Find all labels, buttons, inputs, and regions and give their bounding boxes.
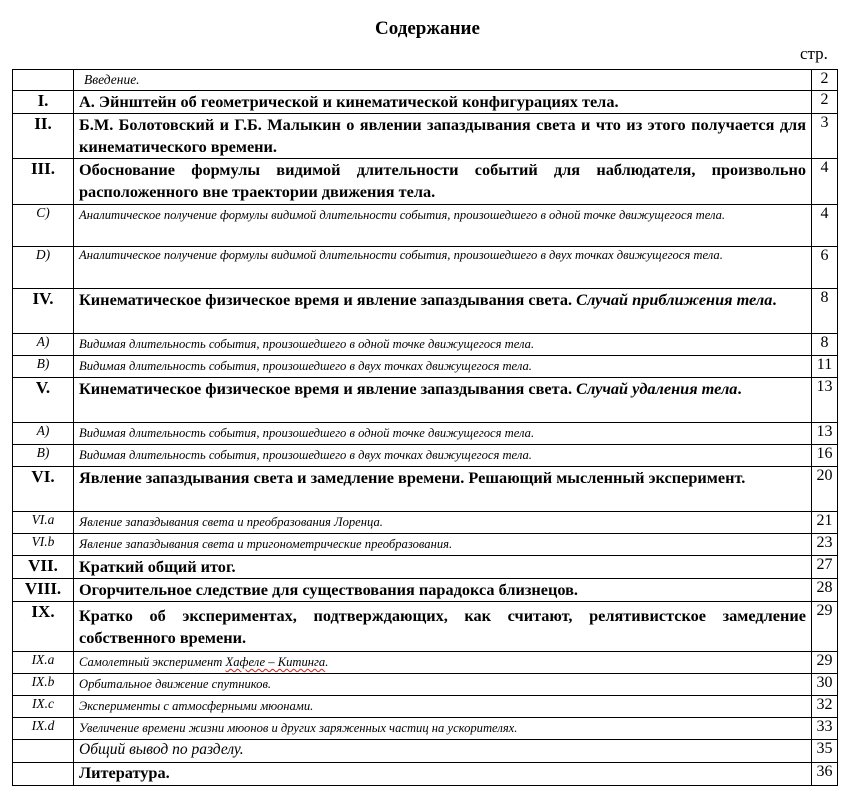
toc-number: IX.a <box>13 652 74 674</box>
toc-page: 36 <box>812 763 838 786</box>
toc-page: 13 <box>812 378 838 423</box>
toc-page: 11 <box>812 356 838 378</box>
toc-row[interactable] <box>13 423 838 445</box>
toc-entry-text: Видимая длительность события, произошедшего в одной точке движущегося тела. <box>74 334 812 356</box>
toc-number: VI.a <box>13 512 74 534</box>
toc-number: B) <box>13 356 74 378</box>
toc-page: 2 <box>812 91 838 114</box>
toc-row[interactable] <box>13 674 838 696</box>
toc-page: 21 <box>812 512 838 534</box>
toc-page: 6 <box>812 247 838 289</box>
toc-row[interactable] <box>13 91 838 114</box>
toc-number: III. <box>13 159 74 205</box>
toc-page: 16 <box>812 445 838 467</box>
toc-row[interactable] <box>13 556 838 579</box>
toc-row[interactable] <box>13 512 838 534</box>
toc-entry-text: Краткий общий итог. <box>74 556 812 579</box>
toc-number: I. <box>13 91 74 114</box>
toc-row[interactable] <box>13 159 838 205</box>
toc-row[interactable] <box>13 70 838 91</box>
toc-entry-tail: . <box>772 290 777 309</box>
toc-row[interactable] <box>13 205 838 247</box>
toc-entry-text: Аналитическое получение формулы видимой длительности события, произошедшего в одной точке движущегося тела. <box>74 205 812 247</box>
toc-row[interactable] <box>13 763 838 786</box>
toc-page: 3 <box>812 114 838 159</box>
toc-number: A) <box>13 334 74 356</box>
toc-entry-main: Самолетный эксперимент <box>79 655 223 669</box>
toc-entry-misspelled: Хафеле – Китинга <box>225 655 326 669</box>
toc-page: 29 <box>812 602 838 652</box>
toc-row[interactable] <box>13 467 838 512</box>
toc-row[interactable] <box>13 378 838 423</box>
toc-page: 13 <box>812 423 838 445</box>
toc-row[interactable] <box>13 289 838 334</box>
toc-number: VIII. <box>13 579 74 602</box>
toc-page: 23 <box>812 534 838 556</box>
toc-number <box>13 70 74 91</box>
page-column-header: стр. <box>800 44 828 63</box>
toc-number: IX.b <box>13 674 74 696</box>
toc-row[interactable] <box>13 718 838 740</box>
toc-row[interactable] <box>13 602 838 652</box>
toc-entry-tail: . <box>737 379 742 398</box>
toc-number: IX. <box>13 602 74 652</box>
toc-entry-text: Общий вывод по разделу. <box>74 740 812 763</box>
toc-page: 8 <box>812 334 838 356</box>
toc-entry-main: Кинематическое физическое время и явление запаздывания света. <box>79 290 573 309</box>
toc-number: V. <box>13 378 74 423</box>
toc-entry-text: Аналитическое получение формулы видимой длительности события, произошедшего в двух точках движущегося тела. <box>74 247 812 289</box>
toc-page: 35 <box>812 740 838 763</box>
toc-entry-text: Обоснование формулы видимой длительности событий для наблюдателя, произвольно расположенного вне траектории движения тела. <box>74 159 812 205</box>
toc-entry-text: Б.М. Болотовский и Г.Б. Малыкин о явлении запаздывания света и что из этого получается для кинематического времени. <box>74 114 812 159</box>
toc-page: 20 <box>812 467 838 512</box>
toc-row[interactable] <box>13 334 838 356</box>
toc-entry-emphasis: Случай приближения тела <box>576 290 773 309</box>
toc-page: 2 <box>812 70 838 91</box>
toc-number: VII. <box>13 556 74 579</box>
toc-entry-text: Кратко об экспериментах, подтверждающих, как считают, релятивистское замедление собственного времени. <box>74 602 812 652</box>
toc-entry-text <box>74 652 812 674</box>
toc-number: VI.b <box>13 534 74 556</box>
toc-page: 32 <box>812 696 838 718</box>
toc-entry-text: Эксперименты с атмосферными мюонами. <box>74 696 812 718</box>
toc-row[interactable] <box>13 579 838 602</box>
page-title: Содержание <box>375 18 480 39</box>
toc-number: IX.d <box>13 718 74 740</box>
toc-entry-main: Кинематическое физическое время и явление запаздывания света. <box>79 379 573 398</box>
toc-number: A) <box>13 423 74 445</box>
toc-entry-text: Литература. <box>74 763 812 786</box>
toc-row[interactable] <box>13 114 838 159</box>
toc-row[interactable] <box>13 534 838 556</box>
toc-page: 8 <box>812 289 838 334</box>
toc-entry-text <box>74 378 812 423</box>
toc-number <box>13 763 74 786</box>
toc-page: 30 <box>812 674 838 696</box>
toc-number: IX.c <box>13 696 74 718</box>
toc-number: II. <box>13 114 74 159</box>
toc-page: 4 <box>812 159 838 205</box>
toc-row[interactable] <box>13 445 838 467</box>
toc-entry-text: Явление запаздывания света и замедление времени. Решающий мысленный эксперимент. <box>74 467 812 512</box>
toc-entry-text: Явление запаздывания света и тригонометрические преобразования. <box>74 534 812 556</box>
toc-entry-text: Видимая длительность события, произошедшего в одной точке движущегося тела. <box>74 423 812 445</box>
toc-page: 33 <box>812 718 838 740</box>
toc-row[interactable] <box>13 652 838 674</box>
toc-entry-emphasis: Случай удаления тела <box>576 379 738 398</box>
toc-entry-text: Видимая длительность события, произошедшего в двух точках движущегося тела. <box>74 356 812 378</box>
toc-number <box>13 740 74 763</box>
toc-number: C) <box>13 205 74 247</box>
toc-table <box>12 69 838 786</box>
toc-entry-tail: . <box>325 655 329 669</box>
toc-entry-text: Введение. <box>74 70 812 91</box>
toc-row[interactable] <box>13 356 838 378</box>
toc-page: 4 <box>812 205 838 247</box>
toc-number: IV. <box>13 289 74 334</box>
toc-entry-text: Орбитальное движение спутников. <box>74 674 812 696</box>
toc-number: D) <box>13 247 74 289</box>
toc-number: VI. <box>13 467 74 512</box>
toc-row[interactable] <box>13 247 838 289</box>
toc-row[interactable] <box>13 740 838 763</box>
toc-page: 28 <box>812 579 838 602</box>
toc-entry-text: Видимая длительность события, произошедшего в двух точках движущегося тела. <box>74 445 812 467</box>
toc-entry-text: Увеличение времени жизни мюонов и других заряженных частиц на ускорителях. <box>74 718 812 740</box>
toc-page: 27 <box>812 556 838 579</box>
toc-entry-text: А. Эйнштейн об геометрической и кинематической конфигурациях тела. <box>74 91 812 114</box>
toc-entry-text: Огорчительное следствие для существования парадокса близнецов. <box>74 579 812 602</box>
toc-row[interactable] <box>13 696 838 718</box>
toc-number: B) <box>13 445 74 467</box>
toc-entry-text <box>74 289 812 334</box>
toc-page: 29 <box>812 652 838 674</box>
toc-entry-text: Явление запаздывания света и преобразования Лоренца. <box>74 512 812 534</box>
